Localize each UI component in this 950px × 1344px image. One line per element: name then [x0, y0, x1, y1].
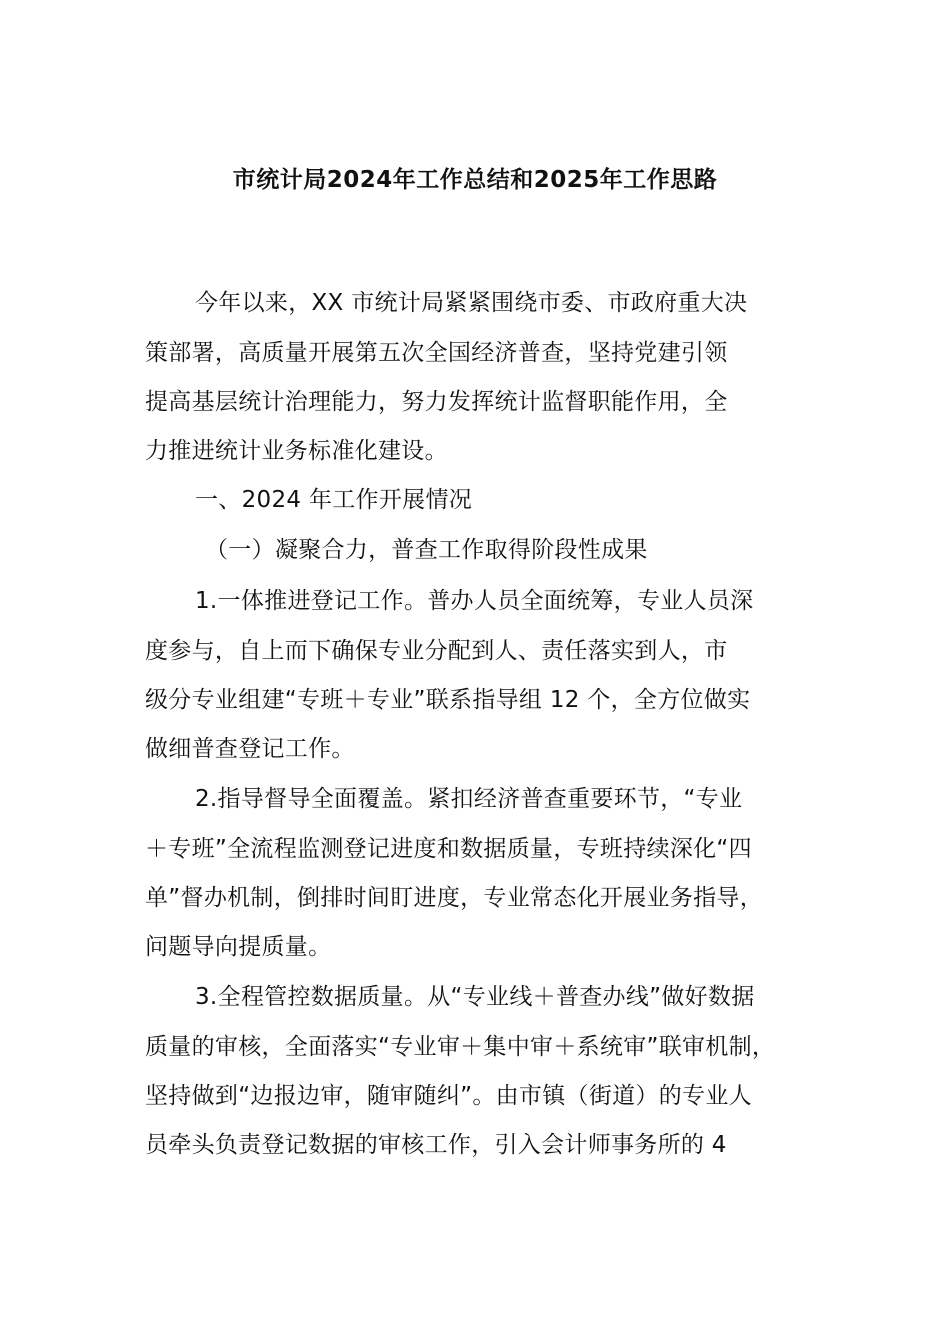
section-heading: 一、2024 年工作开展情况 — [195, 487, 473, 513]
paragraph-line: 1.一体推进登记工作。普办人员全面统筹，专业人员深 — [195, 588, 754, 614]
paragraph-line: 力推进统计业务标准化建设。 — [145, 438, 448, 464]
paragraph-line: 级分专业组建“专班＋专业”联系指导组 12 个，全方位做实 — [145, 687, 751, 713]
paragraph-line: 员牵头负责登记数据的审核工作，引入会计师事务所的 4 — [145, 1132, 727, 1158]
paragraph-line: 策部署，高质量开展第五次全国经济普查，坚持党建引领 — [145, 340, 728, 366]
paragraph-line: 今年以来，XX 市统计局紧紧围绕市委、市政府重大决 — [195, 290, 748, 316]
paragraph-line: 提高基层统计治理能力，努力发挥统计监督职能作用，全 — [145, 389, 728, 415]
subsection-heading: （一）凝聚合力，普查工作取得阶段性成果 — [205, 537, 648, 563]
paragraph-line: ＋专班”全流程监测登记进度和数据质量，专班持续深化“四 — [145, 836, 752, 862]
paragraph-line: 问题导向提质量。 — [145, 934, 332, 960]
paragraph-line: 坚持做到“边报边审，随审随纠”。由市镇（街道）的专业人 — [145, 1083, 752, 1109]
paragraph-line: 3.全程管控数据质量。从“专业线＋普查办线”做好数据 — [195, 984, 755, 1010]
paragraph-line: 做细普查登记工作。 — [145, 736, 355, 762]
document-title: 市统计局2024年工作总结和2025年工作思路 — [232, 167, 718, 193]
paragraph-line: 单”督办机制，倒排时间盯进度，专业常态化开展业务指导， — [145, 885, 764, 911]
paragraph-line: 2.指导督导全面覆盖。紧扣经济普查重要环节，“专业 — [195, 786, 743, 812]
paragraph-line: 质量的审核，全面落实“专业审＋集中审＋系统审”联审机制， — [145, 1034, 776, 1060]
paragraph-line: 度参与，自上而下确保专业分配到人、责任落实到人，市 — [145, 638, 728, 664]
